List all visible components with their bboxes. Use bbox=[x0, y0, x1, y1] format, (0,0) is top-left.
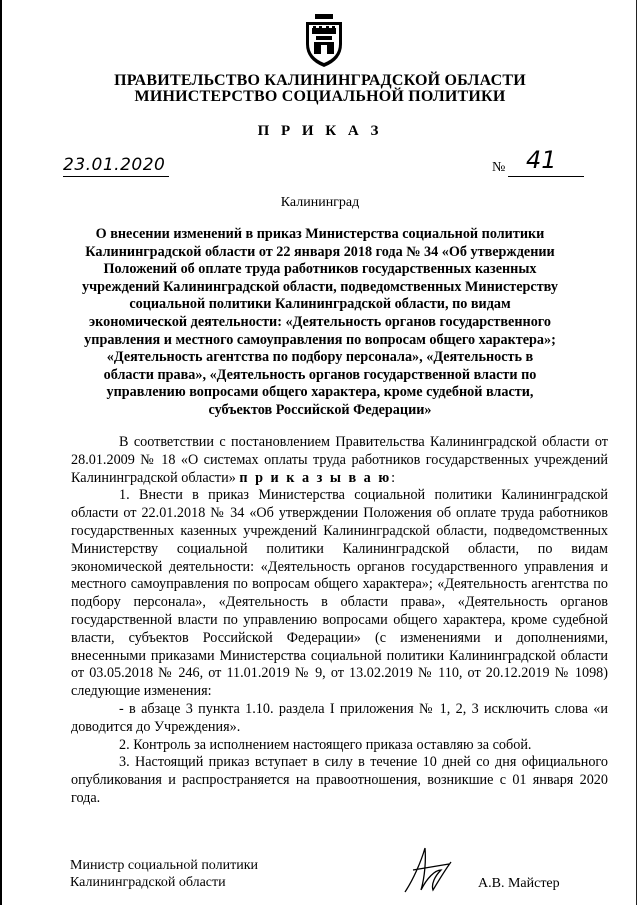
government-title: ПРАВИТЕЛЬСТВО КАЛИНИНГРАДСКОЙ ОБЛАСТИ bbox=[114, 72, 526, 89]
order-number: 41 bbox=[526, 146, 557, 174]
signer-position-line2: Калининградской области bbox=[70, 875, 226, 890]
order-date: 23.01.2020 bbox=[63, 155, 166, 175]
paragraph-3: 3. Настоящий приказ вступает в силу в течение 10 дней со дня официального опубликования и распространяется на правоотношения, возникшие с 01 января 2020 года. bbox=[71, 754, 608, 806]
document-type-heading: П Р И К А З bbox=[257, 123, 383, 139]
paragraph-1-subitem: - в абзаце 3 пункта 1.10. раздела I приложения № 1, 2, 3 исключить слова «и доводится до Учреждения». bbox=[71, 700, 608, 735]
ministry-title: МИНИСТЕРСТВО СОЦИАЛЬНОЙ ПОЛИТИКИ bbox=[134, 88, 506, 105]
preamble-paragraph bbox=[71, 434, 608, 487]
preamble-colon: : bbox=[391, 469, 396, 486]
order-verb: п р и к а з ы в а ю bbox=[239, 469, 392, 486]
city: Калининград bbox=[280, 195, 360, 210]
order-body bbox=[71, 434, 608, 808]
signer-name: А.В. Майстер bbox=[478, 876, 560, 891]
date-underline bbox=[63, 176, 169, 177]
paragraph-1: 1. Внести в приказ Министерства социальной политики Калининградской области от 22.01.2018 № 34 «Об утверждении Положения об оплате труда работников государственных казенных учреждений Калининградской области, подведомственных Министерству социальной политики Калининградской области, по видам экономической деятельности: «Деятельность органов государственного управления и местного самоуправления по вопросам общего характера»; «Деятельность агентства по подбору персонала», «Деятельность в области права», «Деятельность органов государственной власти по управлению вопросами общего характера, кроме судебной власти, субъектов Российской Федерации» (с изменениями и дополнениями, внесенными приказами Министерства социальной политики Калининградской области от 03.05.2018 № 246, от 11.01.2019 № 9, от 13.02.2019 № 110, от 20.12.2019 № 1098) следующие изменения: bbox=[71, 487, 608, 700]
number-label: № bbox=[492, 160, 506, 175]
handwritten-signature bbox=[395, 840, 465, 900]
number-underline bbox=[508, 176, 584, 177]
preamble-text: В соответствии с постановлением Правительства Калининградской области от 28.01.2009 № 18 «О системах оплаты труда работников государственных учреждений Калининградской области» bbox=[71, 434, 608, 486]
signer-position-line1: Министр социальной политики bbox=[70, 858, 259, 873]
coat-of-arms-icon bbox=[300, 14, 348, 68]
paragraph-2: 2. Контроль за исполнением настоящего приказа оставляю за собой. bbox=[119, 736, 532, 753]
order-title: О внесении изменений в приказ Министерства социальной политики Калининградской области от 22 января 2018 года № 34 «Об утверждении Положений об оплате труда работников государственных казенных учреждений Калининградской области, подведомственных Министерству социальной политики Калининградской области, по видам экономической деятельности: «Деятельность органов государственного управления и местного самоуправления по вопросам общего характера»; «Деятельность агентства по подбору персонала», «Деятельность в области права», «Деятельность органов государственной власти по управлению вопросами общего характера, кроме судебной власти, субъектов Российской Федерации» bbox=[82, 226, 558, 418]
